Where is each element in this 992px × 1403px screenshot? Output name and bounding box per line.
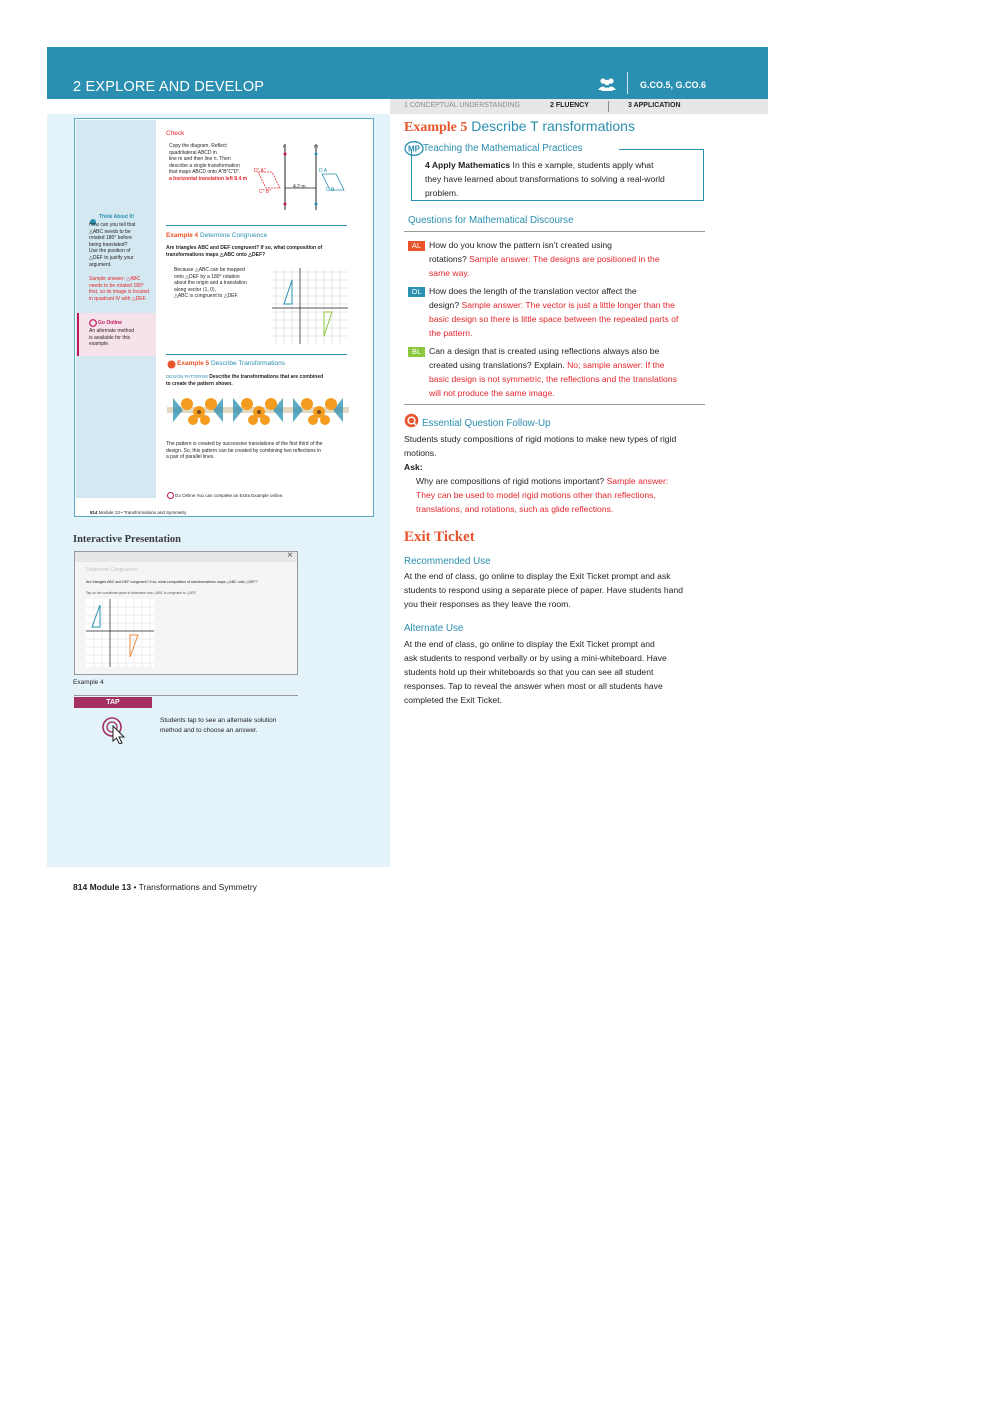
banner-divider xyxy=(627,72,628,94)
interactive-panel-title: Determine Congruence xyxy=(86,567,138,573)
check-label-bcc: C″ B″ xyxy=(259,189,271,195)
think-title: Think About It! xyxy=(99,214,135,220)
standards-label: G.CO.5, G.CO.6 xyxy=(640,80,707,90)
tap-description: Students tap to see an alternate solution method and to choose an answer. xyxy=(160,717,277,734)
tag-bl: BL xyxy=(408,347,425,357)
interactive-presentation-heading: Interactive Presentation xyxy=(73,534,181,545)
think-answer: Sample answer: △ABC needs to be rotated 180° first, so its image is located in quadrant IV with △DEF. xyxy=(89,276,150,302)
question-al: How do you know the pattern isn’t created using rotations? Sample answer: The designs are positioned in the same way. xyxy=(429,240,660,278)
interactive-panel-hint: Tap on the coordinate plane to determine how △ABC is congruent to △DEF. xyxy=(86,591,197,595)
design-pattern-image xyxy=(167,390,349,430)
tap-label: TAP xyxy=(74,697,152,708)
interactive-caption: Example 4 xyxy=(73,679,104,686)
focus-tabs xyxy=(390,99,768,114)
section-title: 2 EXPLORE AND DEVELOP xyxy=(73,79,265,95)
check-label-dcc: D″ A″ xyxy=(254,168,266,174)
thumbnail-footer: 814 Module 13 • Transformations and Symmetry xyxy=(90,510,187,515)
ex4-coordinate-grid xyxy=(272,268,348,344)
discourse-bottom-rule xyxy=(404,404,705,405)
check-label-cb: C B xyxy=(326,187,335,193)
check-distance-label: 4.2 m xyxy=(293,184,306,190)
think-text: How can you tell that △ABC needs to be rotated 180° before being translated? Use the position of △DEF to justify your argument. xyxy=(89,222,136,268)
interactive-coordinate-grid[interactable] xyxy=(86,599,154,667)
mp-text: 4 Apply Mathematics In this e xample, students apply what they have learned about transformations to solving a real-world problem. xyxy=(425,160,665,198)
go-online-title: Go Online xyxy=(98,320,122,326)
ex4-rule xyxy=(166,225,347,226)
exit-ticket-heading: Exit Ticket xyxy=(404,529,475,545)
go-online-text: An alternate method is available for this example. xyxy=(89,328,135,348)
ex5-thumb-heading: Example 5 Describe Transformations xyxy=(177,360,286,367)
check-line-n-label: n xyxy=(283,144,286,150)
ex5-thumb-prompt: DESIGN PATTERNS Describe the transformations that are combined to create the pattern shown. xyxy=(166,374,324,387)
think-bulb-icon xyxy=(89,213,99,221)
ex4-prompt: Are triangles ABC and DEF congruent? If so, what composition of transformations maps △ABC onto △DEF? xyxy=(166,245,323,258)
interactive-panel-titlebar xyxy=(75,552,297,562)
discourse-title: Questions for Mathematical Discourse xyxy=(408,215,574,226)
svg-text:MP: MP xyxy=(408,144,420,154)
go-online-accent xyxy=(77,313,79,356)
check-text: Copy the diagram. Reflect quadrilateral ABCD in line m and then line n. Then describe a single transformation that maps ABCD onto A″B″C″D″. a horizontal translation left 8.4 m xyxy=(169,143,248,182)
tag-al: AL xyxy=(408,241,425,251)
ex5-thumb-rule xyxy=(166,354,347,355)
essential-question-text: Students study compositions of rigid motions to make new types of rigid motions. Ask: xyxy=(404,434,677,472)
ex5-thumb-icon xyxy=(167,360,176,369)
ex5-thumb-body: The pattern is created by successive translations of the first third of the design. So, this pattern can be created by combining two reflections in a pair of parallel lines. xyxy=(166,441,323,461)
mp-title: Teaching the Mathematical Practices xyxy=(423,143,583,154)
essential-question-title: Essential Question Follow-Up xyxy=(422,418,551,429)
essential-question-icon xyxy=(404,413,419,428)
check-diagram xyxy=(250,140,355,215)
alternate-use-title: Alternate Use xyxy=(404,623,464,634)
ex5-go-online-icon xyxy=(167,492,174,499)
page-footer: 814 Module 13 • Transformations and Symmetry xyxy=(73,882,257,892)
go-online-icon xyxy=(89,319,97,327)
people-icon xyxy=(598,77,616,91)
recommended-use-title: Recommended Use xyxy=(404,556,491,567)
check-title: Check xyxy=(166,130,185,137)
ex4-body: Because △ABC can be mapped onto △DEF by a 180° rotation about the origin and a translation along vector ⟨1, 0⟩, △ABC is congruent to △DEF. xyxy=(174,267,247,300)
tab-conceptual-understanding: 1 CONCEPTUAL UNDERSTANDING xyxy=(404,102,520,109)
question-ol: How does the length of the translation vector affect the design? Sample answer: The vector is just a little longer than the basic design so there is little space between the repeated parts of the pattern. xyxy=(429,286,679,338)
discourse-rule xyxy=(404,231,705,232)
question-bl: Can a design that is created using reflections always also be created using translations? Explain. No; sample answer: If the basic design is not symmetric, the reflections and the translations will not produce the same image. xyxy=(429,346,677,398)
recommended-use-text: At the end of class, go online to display the Exit Ticket prompt and ask students to respond using a separate piece of paper. Have students hand you their responses as they leave the room. xyxy=(404,571,684,609)
tab-fluency: 2 FLUENCY xyxy=(550,102,589,109)
alternate-use-text: At the end of class, go online to display the Exit Ticket prompt and ask students to respond verbally or by using a mini-whiteboard. Have students hold up their whiteboards so that you can see all student responses. Tap to reveal the answer when most or all students have completed the Exit Ticket. xyxy=(404,639,667,705)
ex4-heading: Example 4 Determine Congruence xyxy=(166,232,268,239)
interactive-panel-question: Are triangles ABC and DEF congruent? If so, what composition of transformations maps △ABC onto △DEF? xyxy=(86,580,258,584)
essential-question-ask: Why are compositions of rigid motions important? Sample answer: They can be used to model rigid motions other than reflections, translations, and rotations, such as glide reflections. xyxy=(416,476,669,514)
check-label-da: D A xyxy=(319,168,328,174)
example5-heading: Example 5 Describe T ransformations xyxy=(404,118,635,135)
check-line-m-label: m xyxy=(314,144,319,150)
ex5-go-online-text: Go Online You can complete an Extra Example online. xyxy=(175,493,284,498)
tag-ol: OL xyxy=(408,287,425,297)
tab-application: 3 APPLICATION xyxy=(628,102,681,109)
close-icon[interactable]: × xyxy=(287,550,293,561)
tab-divider xyxy=(608,101,609,112)
tap-hand-icon xyxy=(101,716,127,744)
tap-rule xyxy=(74,695,298,696)
thumbnail-sidebar xyxy=(76,120,156,498)
